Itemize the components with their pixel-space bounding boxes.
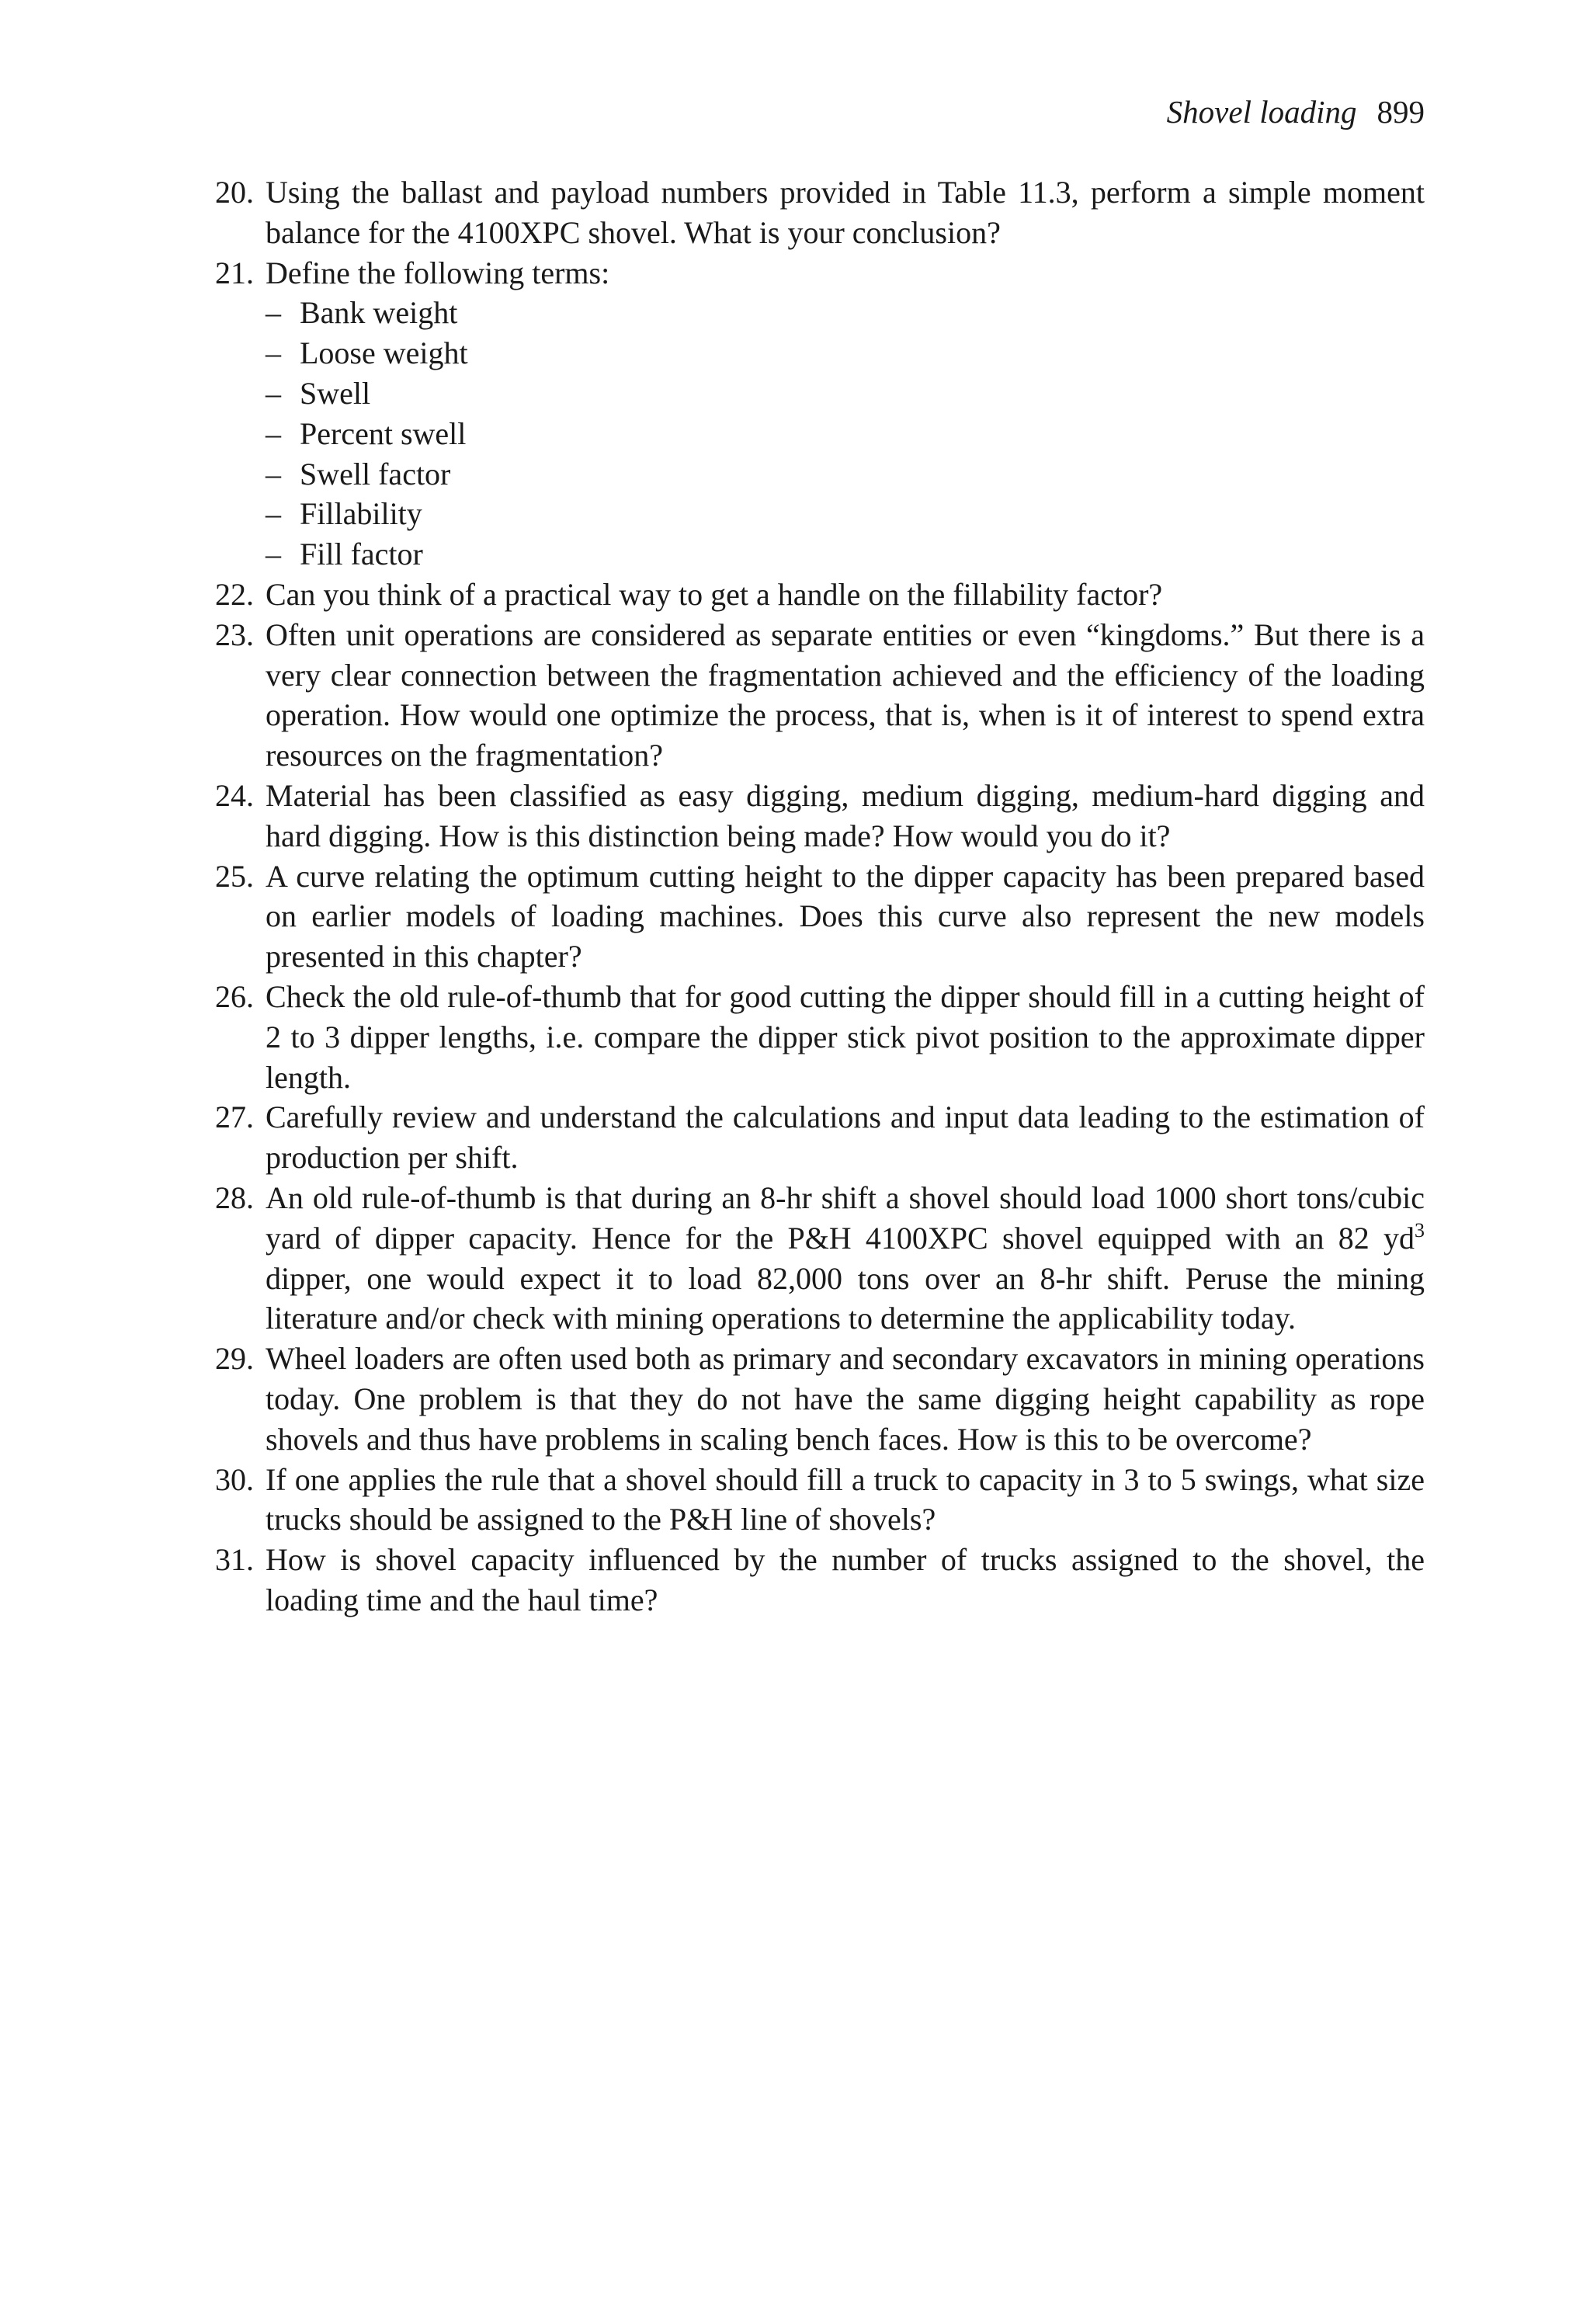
exercise-text-part: dipper, one would expect it to load 82,000 tons over an 8-hr shift. Peruse the mining literature and/or check with mining operations to determine the applicability today.: [266, 1260, 1425, 1336]
term-text: Swell: [300, 375, 371, 411]
term-text: Bank weight: [300, 295, 458, 331]
exercise-number: 28.: [215, 1179, 254, 1215]
exercise-item-22: [203, 575, 1425, 615]
exercise-item-25: [203, 856, 1425, 977]
exercise-item-20: [203, 172, 1425, 253]
term-list: [266, 293, 1425, 575]
running-header: [1167, 92, 1425, 132]
exercise-item-28: [203, 1178, 1425, 1339]
superscript: 3: [1415, 1218, 1425, 1242]
exercise-number: 26.: [215, 978, 254, 1014]
exercise-number: 27.: [215, 1099, 254, 1135]
exercise-text: Often unit operations are considered as separate entities or even “kingdoms.” But there is a very clear connection between the fragmentation achieved and the efficiency of the loading operation. How would one optimize the process, that is, when is it of interest to spend extra resources on the fragmentation?: [266, 617, 1425, 773]
exercise-item-29: [203, 1339, 1425, 1459]
exercise-number: 24.: [215, 777, 254, 813]
exercise-number: 30.: [215, 1461, 254, 1497]
exercise-item-31: [203, 1540, 1425, 1621]
term-text: Fillability: [300, 496, 422, 532]
dash-marker: –: [266, 415, 281, 451]
exercise-number: 31.: [215, 1542, 254, 1578]
exercise-text-part: An old rule-of-thumb is that during an 8-hr shift a shovel should load 1000 short tons/cubic yard of dipper capacity. Hence for the P&H 4100XPC shovel equipped with an 82 yd: [266, 1179, 1425, 1256]
exercise-item-27: [203, 1097, 1425, 1178]
exercise-number: 29.: [215, 1341, 254, 1377]
term-text: Fill factor: [300, 537, 423, 572]
exercise-number: 25.: [215, 858, 254, 894]
exercise-item-23: [203, 615, 1425, 776]
exercise-number: 23.: [215, 617, 254, 652]
term-text: Loose weight: [300, 335, 468, 371]
exercise-text: Material has been classified as easy digging, medium digging, medium-hard digging and hard digging. How is this distinction being made? How would you do it?: [266, 777, 1425, 853]
exercise-text: How is shovel capacity influenced by the number of trucks assigned to the shovel, the loading time and the haul time?: [266, 1542, 1425, 1617]
exercise-text: If one applies the rule that a shovel should fill a truck to capacity in 3 to 5 swings, what size trucks should be assigned to the P&H line of shovels?: [266, 1461, 1425, 1537]
term-item: [266, 293, 1425, 333]
exercise-text: Carefully review and understand the calculations and input data leading to the estimation of production per shift.: [266, 1099, 1425, 1176]
dash-marker: –: [266, 537, 281, 572]
exercise-text: Wheel loaders are often used both as primary and secondary excavators in mining operations today. One problem is that they do not have the same digging height capability as rope shovels and thus have problems in scaling bench faces. How is this to be overcome?: [266, 1341, 1425, 1457]
exercise-text: Check the old rule-of-thumb that for good cutting the dipper should fill in a cutting height of 2 to 3 dipper lengths, i.e. compare the dipper stick pivot position to the approximate dipper length.: [266, 978, 1425, 1095]
exercise-text: Using the ballast and payload numbers provided in Table 11.3, perform a simple moment balance for the 4100XPC shovel. What is your conclusion?: [266, 175, 1425, 250]
term-item: [266, 494, 1425, 534]
term-item: [266, 333, 1425, 373]
term-item: [266, 414, 1425, 454]
dash-marker: –: [266, 375, 281, 411]
exercise-item-24: [203, 776, 1425, 856]
exercise-text: A curve relating the optimum cutting height to the dipper capacity has been prepared based on earlier models of loading machines. Does this curve also represent the new models presented in this chapter?: [266, 858, 1425, 974]
exercise-text: Define the following terms:: [266, 255, 610, 290]
dash-marker: –: [266, 295, 281, 331]
exercise-list: [203, 172, 1425, 1621]
exercise-text: [266, 1178, 1425, 1339]
exercise-number: 20.: [215, 175, 254, 210]
term-text: Swell factor: [300, 456, 451, 492]
dash-marker: –: [266, 456, 281, 492]
exercise-item-21: [203, 253, 1425, 575]
exercise-number: 22.: [215, 576, 254, 612]
term-item: [266, 534, 1425, 575]
term-text: Percent swell: [300, 415, 467, 451]
exercise-item-30: [203, 1460, 1425, 1541]
page-number: 899: [1376, 94, 1425, 130]
running-header-title: Shovel loading: [1166, 94, 1357, 130]
dash-marker: –: [266, 335, 281, 371]
term-item: [266, 373, 1425, 414]
dash-marker: –: [266, 496, 281, 532]
exercise-item-26: [203, 977, 1425, 1097]
term-item: [266, 454, 1425, 495]
exercise-text: Can you think of a practical way to get a handle on the fillability factor?: [266, 576, 1163, 612]
exercise-number: 21.: [215, 255, 254, 290]
